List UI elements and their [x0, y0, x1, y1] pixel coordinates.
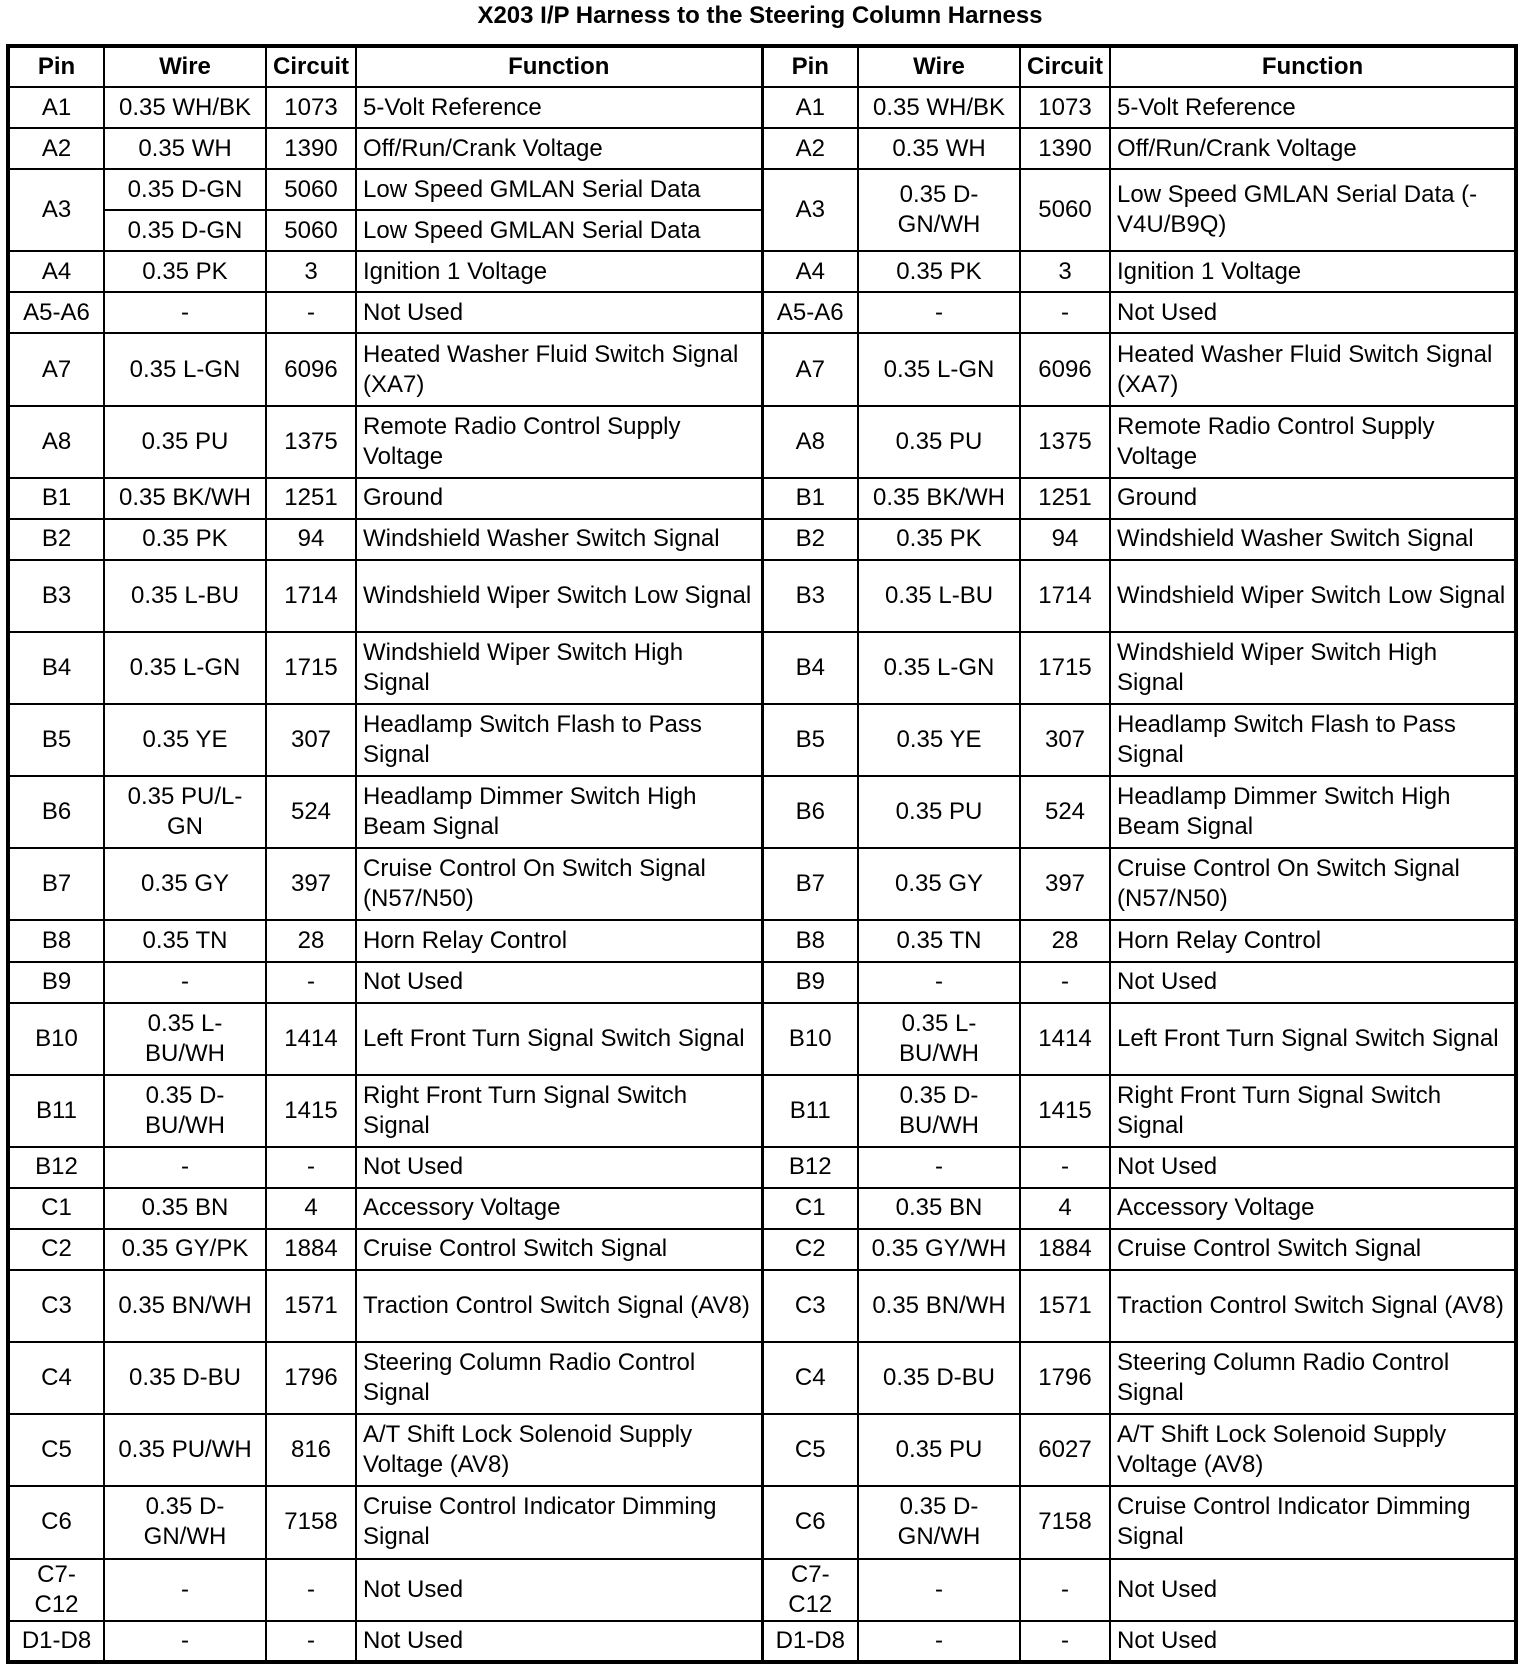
pin-cell: B6: [762, 776, 858, 848]
circuit-cell: 5060: [1020, 169, 1110, 251]
circuit-cell: 307: [266, 704, 356, 776]
wire-cell: 0.35 PK: [104, 519, 266, 560]
header-circuit: Circuit: [1020, 46, 1110, 87]
circuit-cell: 1796: [266, 1342, 356, 1414]
pin-cell: D1-D8: [8, 1621, 104, 1662]
pin-cell: B7: [762, 848, 858, 920]
function-cell: Remote Radio Control Supply Voltage: [1110, 406, 1516, 478]
circuit-cell: 1390: [266, 128, 356, 169]
table-row: [8, 128, 1516, 169]
function-cell: Cruise Control On Switch Signal (N57/N50): [1110, 848, 1516, 920]
wire-cell: 0.35 BN: [858, 1188, 1020, 1229]
table-row: [8, 1270, 1516, 1342]
wire-cell: 0.35 GY/PK: [104, 1229, 266, 1270]
function-cell: Remote Radio Control Supply Voltage: [356, 406, 762, 478]
function-cell: Steering Column Radio Control Signal: [356, 1342, 762, 1414]
function-cell: Ignition 1 Voltage: [1110, 251, 1516, 292]
function-cell: Not Used: [1110, 962, 1516, 1003]
function-cell: 5-Volt Reference: [356, 87, 762, 128]
wire-cell: -: [858, 962, 1020, 1003]
wire-cell: 0.35 BN/WH: [858, 1270, 1020, 1342]
wire-cell: 0.35 D-GN/WH: [858, 169, 1020, 251]
circuit-cell: 1251: [266, 478, 356, 519]
table-row: [8, 1147, 1516, 1188]
function-cell: Not Used: [356, 962, 762, 1003]
function-cell: Left Front Turn Signal Switch Signal: [356, 1003, 762, 1075]
function-cell: Traction Control Switch Signal (AV8): [1110, 1270, 1516, 1342]
function-cell: Low Speed GMLAN Serial Data: [356, 210, 762, 251]
wire-cell: 0.35 YE: [858, 704, 1020, 776]
pin-cell: C3: [8, 1270, 104, 1342]
function-cell: 5-Volt Reference: [1110, 87, 1516, 128]
function-cell: Windshield Wiper Switch Low Signal: [1110, 560, 1516, 632]
circuit-cell: 1073: [1020, 87, 1110, 128]
pin-cell: C1: [762, 1188, 858, 1229]
circuit-cell: 397: [266, 848, 356, 920]
table-row: [8, 519, 1516, 560]
circuit-cell: 28: [266, 920, 356, 961]
pin-cell: A8: [8, 406, 104, 478]
pin-cell: A3: [762, 169, 858, 251]
circuit-cell: -: [1020, 292, 1110, 333]
table-row: [8, 478, 1516, 519]
function-cell: Headlamp Switch Flash to Pass Signal: [1110, 704, 1516, 776]
function-cell: Cruise Control On Switch Signal (N57/N50): [356, 848, 762, 920]
table-row: [8, 560, 1516, 632]
function-cell: Not Used: [356, 1621, 762, 1662]
pin-cell: B8: [8, 920, 104, 961]
circuit-cell: 1884: [266, 1229, 356, 1270]
table-row: [8, 1229, 1516, 1270]
circuit-cell: -: [266, 292, 356, 333]
pin-cell: B11: [8, 1075, 104, 1147]
wire-cell: 0.35 PU: [104, 406, 266, 478]
circuit-cell: 5060: [266, 210, 356, 251]
header-pin: Pin: [8, 46, 104, 87]
circuit-cell: 307: [1020, 704, 1110, 776]
function-cell: Horn Relay Control: [356, 920, 762, 961]
pin-cell: B3: [762, 560, 858, 632]
circuit-cell: 397: [1020, 848, 1110, 920]
pin-cell: B7: [8, 848, 104, 920]
pin-cell: B12: [762, 1147, 858, 1188]
table-row: [8, 1621, 1516, 1662]
wire-cell: 0.35 D-GN/WH: [858, 1486, 1020, 1558]
function-cell: Windshield Washer Switch Signal: [356, 519, 762, 560]
pin-cell: B3: [8, 560, 104, 632]
wire-cell: 0.35 L-GN: [858, 333, 1020, 405]
pin-cell: A1: [8, 87, 104, 128]
wire-cell: 0.35 D-GN/WH: [104, 1486, 266, 1558]
circuit-cell: 28: [1020, 920, 1110, 961]
function-cell: Cruise Control Switch Signal: [1110, 1229, 1516, 1270]
table-row: [8, 1342, 1516, 1414]
wire-cell: 0.35 YE: [104, 704, 266, 776]
header-row: [8, 46, 1516, 87]
table-row: [8, 1559, 1516, 1621]
function-cell: Windshield Wiper Switch High Signal: [1110, 632, 1516, 704]
function-cell: Low Speed GMLAN Serial Data: [356, 169, 762, 210]
pin-cell: A4: [8, 251, 104, 292]
circuit-cell: 6096: [1020, 333, 1110, 405]
wire-cell: 0.35 PU: [858, 776, 1020, 848]
function-cell: Not Used: [1110, 1559, 1516, 1621]
header-pin: Pin: [762, 46, 858, 87]
pin-cell: A2: [8, 128, 104, 169]
function-cell: A/T Shift Lock Solenoid Supply Voltage (AV8): [1110, 1414, 1516, 1486]
pin-cell: C4: [8, 1342, 104, 1414]
function-cell: Cruise Control Switch Signal: [356, 1229, 762, 1270]
pin-cell: C2: [8, 1229, 104, 1270]
wire-cell: -: [858, 1147, 1020, 1188]
pin-cell: A3: [8, 169, 104, 251]
pin-cell: B2: [762, 519, 858, 560]
function-cell: Headlamp Dimmer Switch High Beam Signal: [1110, 776, 1516, 848]
header-function: Function: [356, 46, 762, 87]
wire-cell: 0.35 PU: [858, 406, 1020, 478]
wire-cell: 0.35 PU/L-GN: [104, 776, 266, 848]
header-wire: Wire: [104, 46, 266, 87]
pin-cell: A7: [8, 333, 104, 405]
table-row: [8, 333, 1516, 405]
wire-cell: 0.35 L-GN: [104, 632, 266, 704]
circuit-cell: -: [1020, 1147, 1110, 1188]
pin-cell: B11: [762, 1075, 858, 1147]
function-cell: Cruise Control Indicator Dimming Signal: [356, 1486, 762, 1558]
function-cell: Not Used: [356, 1559, 762, 1621]
function-cell: Not Used: [1110, 292, 1516, 333]
table-row: [8, 1486, 1516, 1558]
pin-cell: C4: [762, 1342, 858, 1414]
circuit-cell: 1714: [266, 560, 356, 632]
pin-cell: A4: [762, 251, 858, 292]
circuit-cell: 1796: [1020, 1342, 1110, 1414]
wire-cell: 0.35 L-BU: [858, 560, 1020, 632]
table-row: [8, 962, 1516, 1003]
pin-cell: C5: [762, 1414, 858, 1486]
function-cell: Ground: [1110, 478, 1516, 519]
page-title: X203 I/P Harness to the Steering Column Harness: [477, 2, 1043, 29]
table-row: [8, 169, 1516, 210]
circuit-cell: 7158: [1020, 1486, 1110, 1558]
function-cell: Steering Column Radio Control Signal: [1110, 1342, 1516, 1414]
circuit-cell: 1414: [266, 1003, 356, 1075]
pin-cell: B9: [762, 962, 858, 1003]
pin-cell: B1: [762, 478, 858, 519]
pin-cell: B10: [762, 1003, 858, 1075]
pin-cell: A2: [762, 128, 858, 169]
pin-cell: A5-A6: [762, 292, 858, 333]
wire-cell: 0.35 WH/BK: [858, 87, 1020, 128]
pin-cell: B4: [8, 632, 104, 704]
wire-cell: 0.35 WH: [858, 128, 1020, 169]
table-row: [8, 632, 1516, 704]
table-row: [8, 704, 1516, 776]
wire-cell: -: [104, 962, 266, 1003]
function-cell: Not Used: [1110, 1147, 1516, 1188]
wire-cell: -: [104, 1621, 266, 1662]
function-cell: Cruise Control Indicator Dimming Signal: [1110, 1486, 1516, 1558]
circuit-cell: 1714: [1020, 560, 1110, 632]
function-cell: Horn Relay Control: [1110, 920, 1516, 961]
wire-cell: 0.35 D-BU: [104, 1342, 266, 1414]
function-cell: Windshield Wiper Switch Low Signal: [356, 560, 762, 632]
wire-cell: 0.35 PK: [858, 519, 1020, 560]
function-cell: Headlamp Dimmer Switch High Beam Signal: [356, 776, 762, 848]
wire-cell: 0.35 L-GN: [858, 632, 1020, 704]
function-cell: Off/Run/Crank Voltage: [356, 128, 762, 169]
wire-cell: -: [104, 1559, 266, 1621]
wire-cell: 0.35 PU: [858, 1414, 1020, 1486]
function-cell: Ground: [356, 478, 762, 519]
table-row: [8, 1414, 1516, 1486]
pin-cell: B1: [8, 478, 104, 519]
function-cell: Off/Run/Crank Voltage: [1110, 128, 1516, 169]
pinout-table: [6, 44, 1518, 1664]
circuit-cell: 1571: [1020, 1270, 1110, 1342]
wire-cell: 0.35 BK/WH: [104, 478, 266, 519]
pin-cell: B4: [762, 632, 858, 704]
circuit-cell: 1414: [1020, 1003, 1110, 1075]
circuit-cell: 1415: [1020, 1075, 1110, 1147]
wire-cell: 0.35 GY: [104, 848, 266, 920]
pin-cell: B8: [762, 920, 858, 961]
function-cell: Low Speed GMLAN Serial Data (-V4U/B9Q): [1110, 169, 1516, 251]
pin-cell: A1: [762, 87, 858, 128]
wire-cell: 0.35 D-BU/WH: [858, 1075, 1020, 1147]
function-cell: Ignition 1 Voltage: [356, 251, 762, 292]
pin-cell: A8: [762, 406, 858, 478]
wire-cell: 0.35 WH/BK: [104, 87, 266, 128]
wire-cell: 0.35 L-GN: [104, 333, 266, 405]
table-row: [8, 1075, 1516, 1147]
wire-cell: 0.35 BK/WH: [858, 478, 1020, 519]
pin-cell: B9: [8, 962, 104, 1003]
circuit-cell: 5060: [266, 169, 356, 210]
pin-cell: A5-A6: [8, 292, 104, 333]
circuit-cell: 1571: [266, 1270, 356, 1342]
function-cell: Right Front Turn Signal Switch Signal: [1110, 1075, 1516, 1147]
table-row: [8, 920, 1516, 961]
circuit-cell: 1415: [266, 1075, 356, 1147]
pin-cell: C1: [8, 1188, 104, 1229]
function-cell: Heated Washer Fluid Switch Signal (XA7): [356, 333, 762, 405]
wire-cell: 0.35 L-BU/WH: [104, 1003, 266, 1075]
function-cell: Traction Control Switch Signal (AV8): [356, 1270, 762, 1342]
table-row: [8, 848, 1516, 920]
circuit-cell: 4: [266, 1188, 356, 1229]
table-row: [8, 87, 1516, 128]
wire-cell: 0.35 D-GN: [104, 169, 266, 210]
pin-cell: C7-C12: [762, 1559, 858, 1621]
wire-cell: -: [858, 292, 1020, 333]
circuit-cell: 1375: [266, 406, 356, 478]
wire-cell: 0.35 D-BU: [858, 1342, 1020, 1414]
header-function: Function: [1110, 46, 1516, 87]
wire-cell: 0.35 PU/WH: [104, 1414, 266, 1486]
table-row: [8, 292, 1516, 333]
pin-cell: C2: [762, 1229, 858, 1270]
circuit-cell: -: [1020, 1621, 1110, 1662]
function-cell: Not Used: [356, 292, 762, 333]
function-cell: Left Front Turn Signal Switch Signal: [1110, 1003, 1516, 1075]
wire-cell: 0.35 BN: [104, 1188, 266, 1229]
function-cell: Accessory Voltage: [1110, 1188, 1516, 1229]
circuit-cell: 1251: [1020, 478, 1110, 519]
function-cell: Not Used: [1110, 1621, 1516, 1662]
table-row: [8, 1003, 1516, 1075]
circuit-cell: 1390: [1020, 128, 1110, 169]
pin-cell: C7-C12: [8, 1559, 104, 1621]
pin-cell: B10: [8, 1003, 104, 1075]
circuit-cell: 816: [266, 1414, 356, 1486]
circuit-cell: 1715: [1020, 632, 1110, 704]
circuit-cell: 1884: [1020, 1229, 1110, 1270]
wire-cell: -: [858, 1621, 1020, 1662]
circuit-cell: 3: [266, 251, 356, 292]
wire-cell: 0.35 GY: [858, 848, 1020, 920]
circuit-cell: -: [266, 1147, 356, 1188]
circuit-cell: 94: [1020, 519, 1110, 560]
function-cell: A/T Shift Lock Solenoid Supply Voltage (AV8): [356, 1414, 762, 1486]
wire-cell: -: [858, 1559, 1020, 1621]
function-cell: Not Used: [356, 1147, 762, 1188]
circuit-cell: -: [1020, 962, 1110, 1003]
wire-cell: 0.35 PK: [104, 251, 266, 292]
pin-cell: B2: [8, 519, 104, 560]
circuit-cell: 524: [1020, 776, 1110, 848]
table-row: [8, 1188, 1516, 1229]
circuit-cell: 6096: [266, 333, 356, 405]
pin-cell: B5: [762, 704, 858, 776]
function-cell: Windshield Wiper Switch High Signal: [356, 632, 762, 704]
wire-cell: 0.35 BN/WH: [104, 1270, 266, 1342]
wire-cell: 0.35 L-BU/WH: [858, 1003, 1020, 1075]
circuit-cell: 3: [1020, 251, 1110, 292]
wire-cell: 0.35 L-BU: [104, 560, 266, 632]
function-cell: Windshield Washer Switch Signal: [1110, 519, 1516, 560]
pin-cell: D1-D8: [762, 1621, 858, 1662]
wire-cell: 0.35 TN: [858, 920, 1020, 961]
circuit-cell: 524: [266, 776, 356, 848]
pin-cell: B5: [8, 704, 104, 776]
circuit-cell: 1073: [266, 87, 356, 128]
function-cell: Accessory Voltage: [356, 1188, 762, 1229]
circuit-cell: 1375: [1020, 406, 1110, 478]
pin-cell: C3: [762, 1270, 858, 1342]
table-row: [8, 251, 1516, 292]
wire-cell: 0.35 PK: [858, 251, 1020, 292]
wire-cell: 0.35 D-BU/WH: [104, 1075, 266, 1147]
circuit-cell: 7158: [266, 1486, 356, 1558]
pin-cell: C6: [8, 1486, 104, 1558]
circuit-cell: -: [1020, 1559, 1110, 1621]
circuit-cell: -: [266, 962, 356, 1003]
wire-cell: 0.35 TN: [104, 920, 266, 961]
wire-cell: 0.35 D-GN: [104, 210, 266, 251]
pin-cell: C5: [8, 1414, 104, 1486]
circuit-cell: -: [266, 1559, 356, 1621]
wire-cell: -: [104, 1147, 266, 1188]
function-cell: Headlamp Switch Flash to Pass Signal: [356, 704, 762, 776]
circuit-cell: 6027: [1020, 1414, 1110, 1486]
pin-cell: C6: [762, 1486, 858, 1558]
wire-cell: 0.35 GY/WH: [858, 1229, 1020, 1270]
table-row: [8, 776, 1516, 848]
wire-cell: 0.35 WH: [104, 128, 266, 169]
table-row: [8, 406, 1516, 478]
circuit-cell: 1715: [266, 632, 356, 704]
circuit-cell: 4: [1020, 1188, 1110, 1229]
header-wire: Wire: [858, 46, 1020, 87]
function-cell: Heated Washer Fluid Switch Signal (XA7): [1110, 333, 1516, 405]
circuit-cell: -: [266, 1621, 356, 1662]
function-cell: Right Front Turn Signal Switch Signal: [356, 1075, 762, 1147]
header-circuit: Circuit: [266, 46, 356, 87]
pin-cell: B12: [8, 1147, 104, 1188]
wire-cell: -: [104, 292, 266, 333]
pin-cell: A7: [762, 333, 858, 405]
circuit-cell: 94: [266, 519, 356, 560]
pin-cell: B6: [8, 776, 104, 848]
